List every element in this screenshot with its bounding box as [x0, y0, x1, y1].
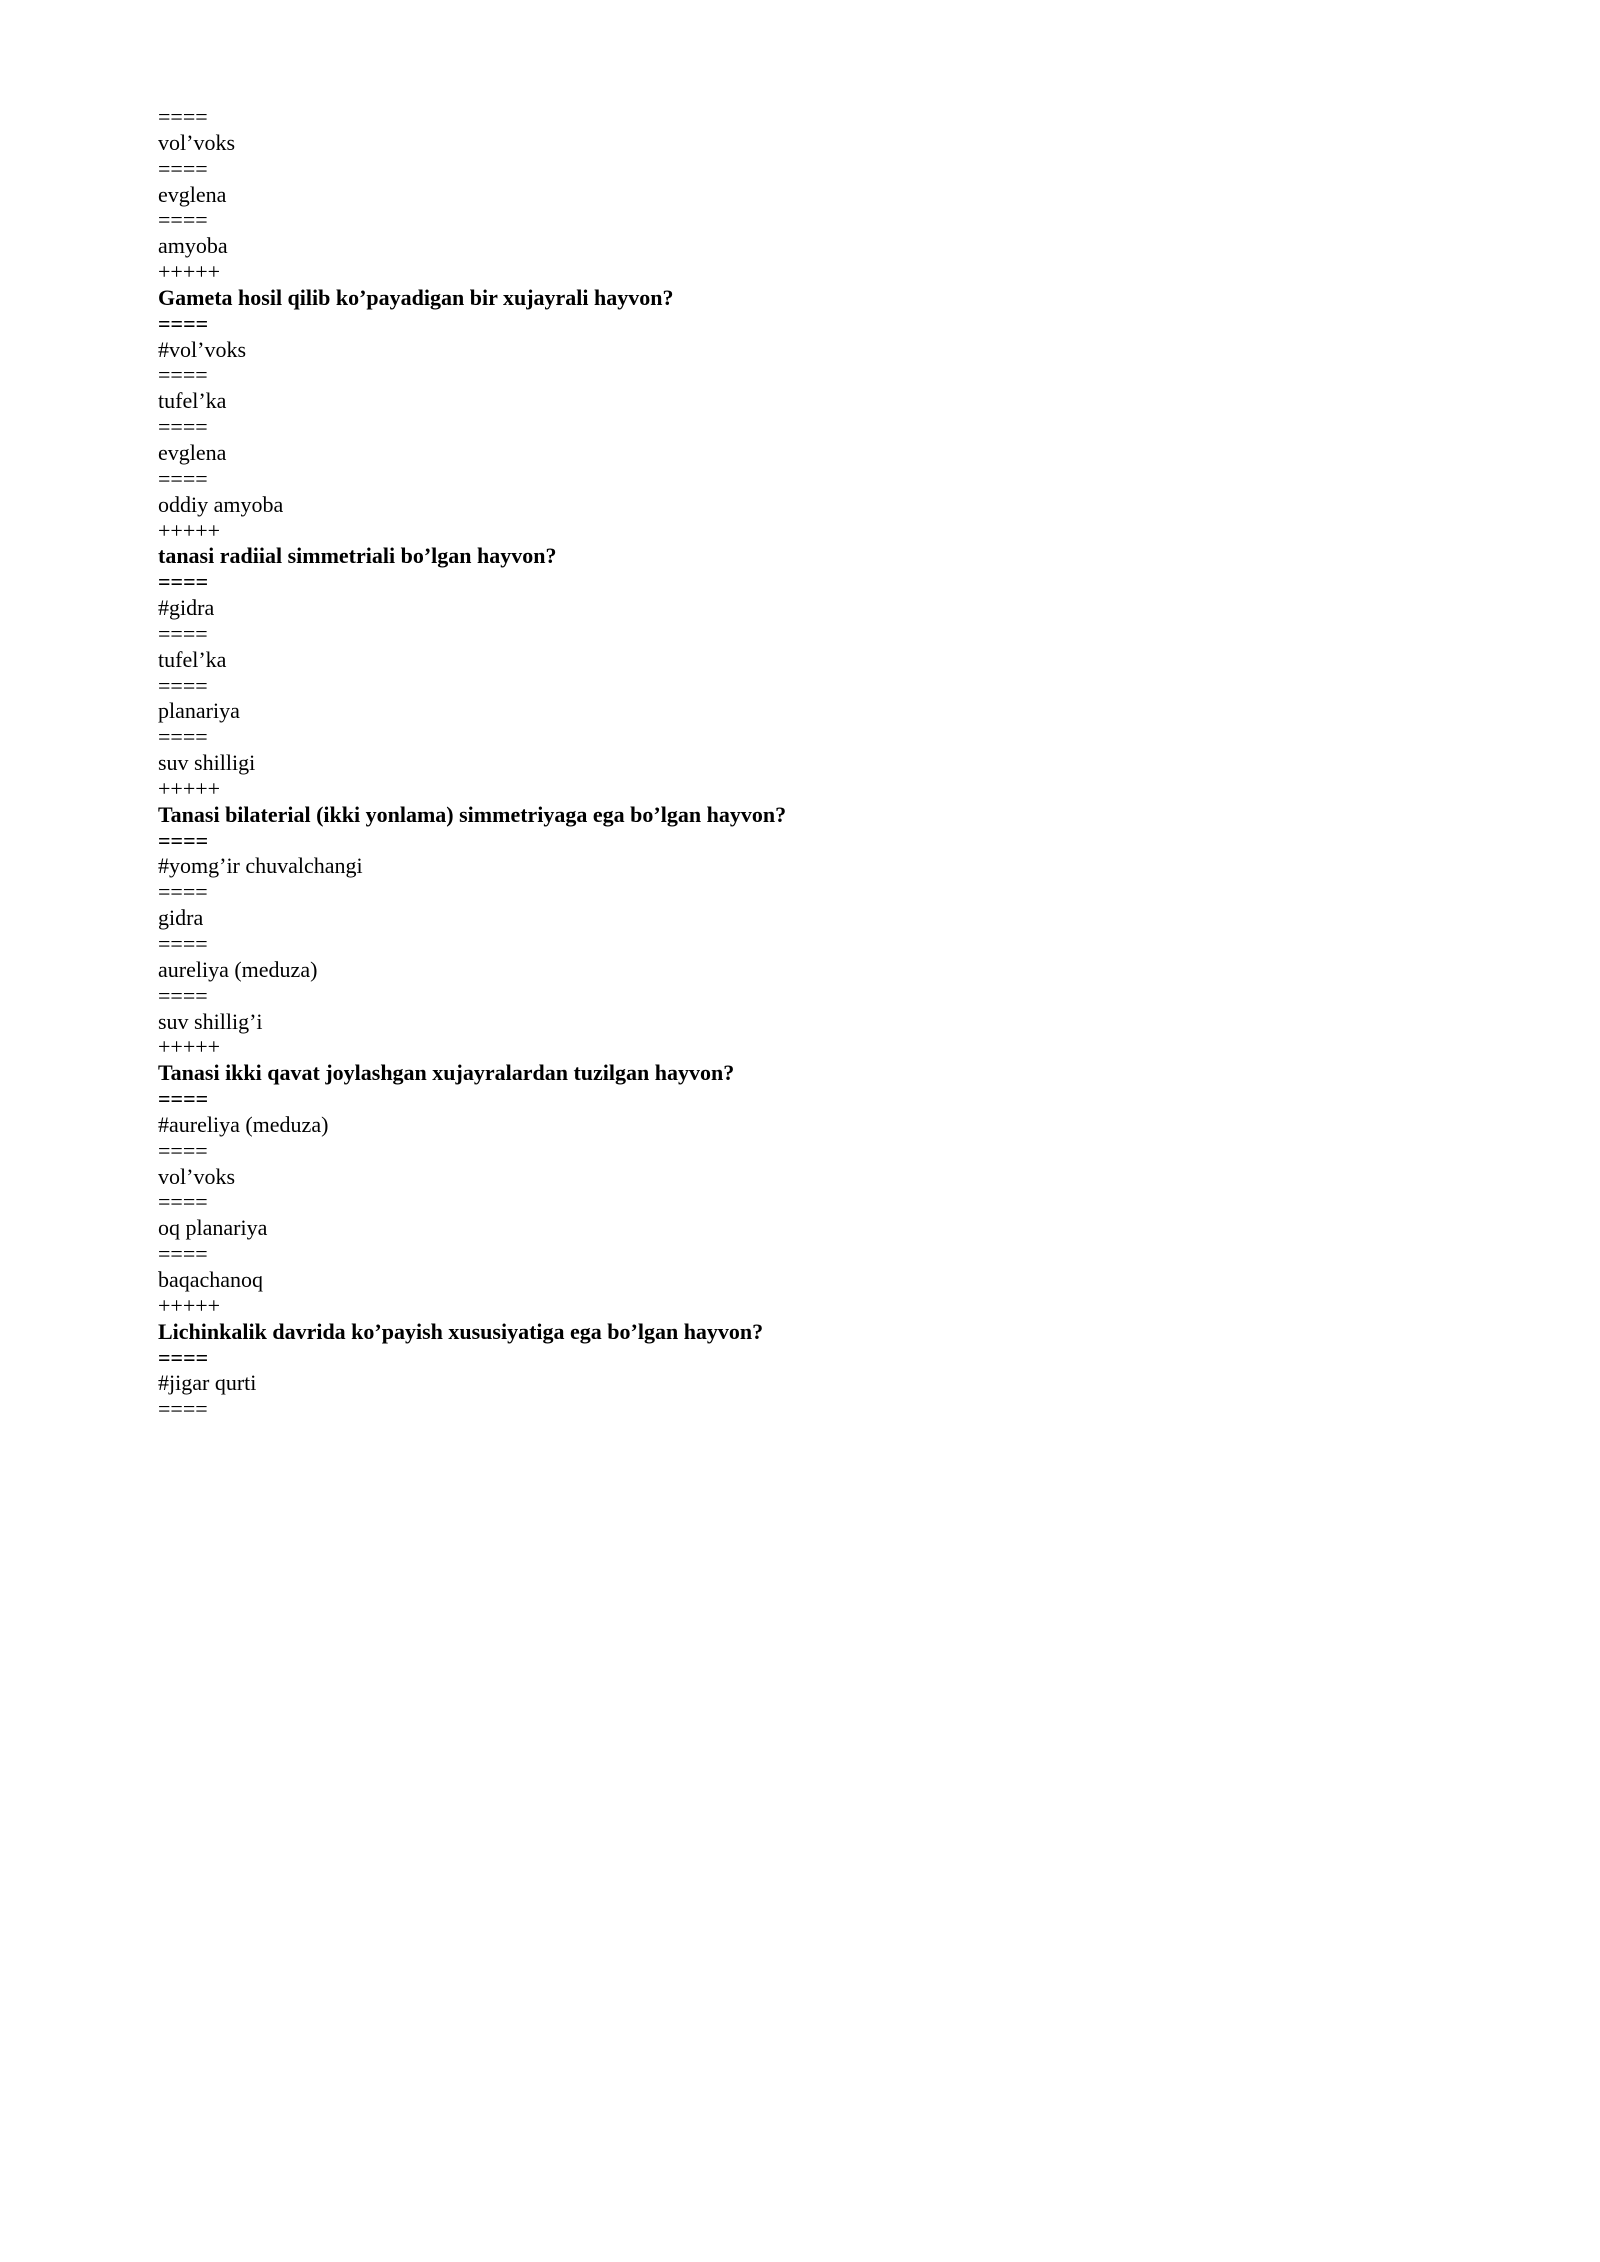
line-26: +++++ — [158, 775, 221, 801]
line-18: ==== — [158, 569, 209, 595]
line-6: +++++ — [158, 259, 221, 285]
line-39: #aureliya (meduza) — [158, 1111, 329, 1137]
line-13: evglena — [158, 439, 227, 465]
line-37: Tanasi ikki qavat joylashgan xujayralardan tuzilgan hayvon? — [158, 1060, 735, 1086]
line-44: ==== — [158, 1241, 208, 1267]
line-49: #jigar qurti — [158, 1370, 257, 1396]
line-10: ==== — [158, 362, 208, 388]
line-41: vol’voks — [158, 1163, 235, 1189]
line-12: ==== — [158, 414, 208, 440]
line-11: tufel’ka — [158, 388, 227, 414]
line-50: ==== — [158, 1396, 208, 1422]
line-16: +++++ — [158, 517, 221, 543]
line-25: suv shilligi — [158, 750, 256, 776]
line-5: amyoba — [158, 233, 228, 259]
line-38: ==== — [158, 1086, 209, 1112]
line-40: ==== — [158, 1137, 208, 1163]
line-20: ==== — [158, 620, 208, 646]
line-30: ==== — [158, 879, 208, 905]
line-17: tanasi radiial simmetriali bo’lgan hayvon? — [158, 543, 557, 569]
line-35: suv shillig’i — [158, 1008, 263, 1034]
line-1: vol’voks — [158, 129, 235, 155]
line-48: ==== — [158, 1344, 209, 1370]
line-22: ==== — [158, 672, 208, 698]
line-2: ==== — [158, 155, 208, 181]
line-8: ==== — [158, 310, 209, 336]
line-31: gidra — [158, 905, 204, 931]
line-33: aureliya (meduza) — [158, 956, 318, 982]
line-27: Tanasi bilaterial (ikki yonlama) simmetriyaga ega bo’lgan hayvon? — [158, 801, 787, 827]
line-47: Lichinkalik davrida ko’payish xususiyatiga ega bo’lgan hayvon? — [158, 1318, 764, 1344]
line-9: #vol’voks — [158, 336, 246, 362]
line-45: baqachanoq — [158, 1266, 264, 1292]
line-14: ==== — [158, 465, 208, 491]
line-21: tufel’ka — [158, 646, 227, 672]
line-0: ==== — [158, 104, 208, 129]
line-43: oq planariya — [158, 1215, 268, 1241]
line-4: ==== — [158, 207, 208, 233]
line-28: ==== — [158, 827, 209, 853]
line-3: evglena — [158, 181, 227, 207]
line-24: ==== — [158, 724, 208, 750]
line-15: oddiy amyoba — [158, 491, 284, 517]
line-29: #yomg’ir chuvalchangi — [158, 853, 363, 879]
line-32: ==== — [158, 931, 208, 956]
line-23: planariya — [158, 698, 240, 724]
document-page — [158, 104, 1018, 1422]
line-46: +++++ — [158, 1292, 221, 1318]
line-7: Gameta hosil qilib ko’payadigan bir xujayrali hayvon? — [158, 284, 674, 310]
line-42: ==== — [158, 1189, 208, 1215]
line-36: +++++ — [158, 1034, 221, 1060]
line-34: ==== — [158, 982, 208, 1008]
line-19: #gidra — [158, 595, 215, 621]
